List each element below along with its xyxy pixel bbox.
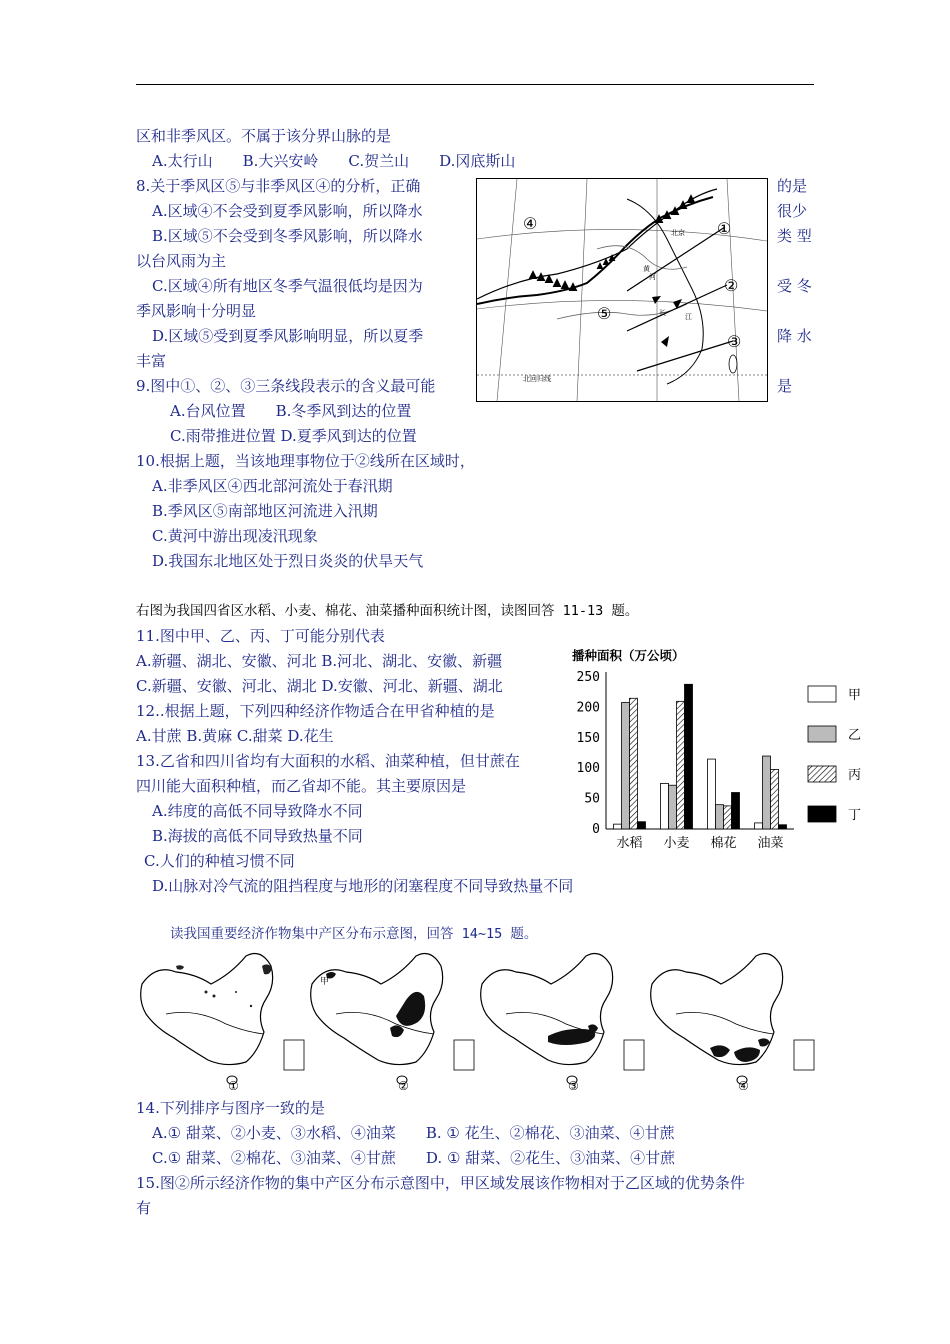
bar-3-2 — [732, 793, 740, 829]
map-4-label: ④ — [738, 1079, 749, 1090]
q13-option-d: D.山脉对冷气流的阻挡程度与地形的闭塞程度不同导致热量不同 — [152, 877, 574, 895]
q10-stem: 10.根据上题，当该地理事物位于②线所在区域时， — [136, 452, 475, 470]
q10-option-b: B.季风区⑤南部地区河流进入汛期 — [152, 502, 378, 520]
legend-swatch — [808, 726, 836, 742]
mountain-marks — [529, 195, 695, 291]
q8-option-a-end: 很少 — [777, 202, 808, 220]
crop-map-4-drawing — [646, 944, 816, 1090]
q11-options-cd: C.新疆、安徽、河北、湖北 D.安徽、河北、新疆、湖北 — [136, 677, 503, 695]
crop-map-3 — [476, 944, 646, 1090]
q8-option-c: C.区域④所有地区冬季气温很低均是因为 — [152, 277, 423, 295]
q11-stem: 11.图中甲、乙、丙、丁可能分别代表 — [136, 627, 385, 645]
q8-option-a: A.区域④不会受到夏季风影响，所以降水 — [152, 202, 423, 220]
q8-option-c-cont: 季风影响十分明显 — [136, 302, 257, 320]
q13-option-b: B.海拔的高低不同导致热量不同 — [152, 827, 363, 845]
bar-0-1 — [661, 783, 669, 829]
bar-3-0 — [638, 822, 646, 829]
chart-title: 播种面积（万公顷） — [572, 648, 685, 663]
q11-options-ab: A.新疆、湖北、安徽、河北 B.河北、湖北、安徽、新疆 — [136, 652, 503, 670]
bar-3-3 — [779, 825, 787, 829]
q9-stem-end: 是 — [777, 377, 793, 395]
legend-swatch — [808, 686, 836, 702]
bar-1-2 — [716, 805, 724, 829]
legend-label: 丁 — [848, 808, 862, 823]
y-tick-label: 150 — [576, 730, 600, 746]
river-char-1: 黄 — [643, 265, 650, 273]
q8-option-c-end: 受 冬 — [777, 277, 812, 295]
crop-map-1-drawing — [136, 944, 306, 1090]
legend-swatch — [808, 806, 836, 822]
q12-stem: 12..根据上题，下列四种经济作物适合在甲省种植的是 — [136, 702, 495, 720]
bar-3-1 — [685, 684, 693, 829]
q8-option-d-cont: 丰富 — [136, 352, 167, 370]
river-char-3: 长 — [659, 309, 666, 317]
monsoon-map — [476, 178, 768, 402]
y-tick-label: 200 — [576, 700, 600, 716]
q15-stem: 15.图②所示经济作物的集中产区分布示意图中，甲区域发展该作物相对于乙区域的优势条件 — [136, 1174, 745, 1192]
y-tick-label: 250 — [576, 670, 600, 685]
x-tick-label: 小麦 — [663, 836, 690, 851]
q14-options-cd: C.① 甜菜、②棉花、③油菜、④甘蔗 D. ① 甜菜、②花生、③油菜、④甘蔗 — [152, 1149, 676, 1167]
q8-stem-end: 的是 — [777, 177, 808, 195]
y-tick-label: 50 — [584, 791, 600, 807]
text-line: 区和非季风区。不属于该分界山脉的是 — [136, 127, 392, 145]
bar-2-2 — [724, 806, 732, 829]
region-2-label: ② — [724, 276, 739, 295]
bar-1-3 — [763, 756, 771, 829]
tropic-label: 北回归线 — [523, 375, 551, 383]
q8-option-b-cont: 以台风雨为主 — [136, 252, 227, 270]
chart-svg — [568, 642, 868, 856]
beijing-label: 北京 — [671, 229, 685, 237]
coastline — [627, 199, 703, 384]
crop-map-4 — [646, 944, 816, 1090]
bar-0-2 — [708, 759, 716, 829]
jia-label: 甲 — [320, 977, 330, 987]
monsoon-arrows — [652, 296, 682, 347]
x-tick-label: 水稻 — [616, 836, 643, 851]
q13-stem-cont: 四川能大面积种植，而乙省却不能。其主要原因是 — [136, 777, 467, 795]
q8-option-b-end: 类 型 — [777, 227, 812, 245]
bar-0-0 — [614, 824, 622, 829]
bar-0-3 — [755, 823, 763, 829]
crop-map-2 — [306, 944, 476, 1090]
q10-option-c: C.黄河中游出现凌汛现象 — [152, 527, 318, 545]
q7-options: A.太行山 B.大兴安岭 C.贺兰山 D.冈底斯山 — [152, 152, 516, 170]
region-3-label: ③ — [727, 332, 742, 351]
yangtze-river — [557, 304, 687, 319]
map-3-label: ③ — [568, 1079, 579, 1090]
map-2-label: ② — [398, 1079, 409, 1090]
y-tick-label: 0 — [592, 822, 600, 837]
q13-option-c: C.人们的种植习惯不同 — [144, 852, 295, 870]
q8-option-d: D.区域⑤受到夏季风影响明显，所以夏季 — [152, 327, 424, 345]
legend-swatch — [808, 766, 836, 782]
line-3 — [637, 341, 733, 371]
q13-option-a: A.纬度的高低不同导致降水不同 — [152, 802, 363, 820]
q9-stem: 9.图中①、②、③三条线段表示的含义最可能 — [136, 377, 436, 395]
q9-options-cd: C.雨带推进位置 D.夏季风到达的位置 — [170, 427, 417, 445]
crop-map-1 — [136, 944, 306, 1090]
intro-14-15: 读我国重要经济作物集中产区分布示意图，回答 14~15 题。 — [170, 926, 538, 942]
y-tick-label: 100 — [576, 761, 600, 777]
q12-options: A.甘蔗 B.黄麻 C.甜菜 D.花生 — [136, 727, 334, 745]
q15-stem-cont: 有 — [136, 1199, 152, 1217]
river-char-4: 江 — [685, 313, 692, 321]
region-4-label: ④ — [523, 214, 538, 233]
x-tick-label: 棉花 — [710, 836, 737, 851]
crop-map-3-drawing — [476, 944, 646, 1090]
q14-options-ab: A.① 甜菜、②小麦、③水稻、④油菜 B. ① 花生、②棉花、③油菜、④甘蔗 — [152, 1124, 675, 1142]
river-char-2: 河 — [649, 273, 656, 281]
bar-2-1 — [677, 701, 685, 829]
bar-1-0 — [622, 703, 630, 829]
map-1-label: ① — [228, 1079, 239, 1090]
bar-1-1 — [669, 785, 677, 829]
legend-label: 丙 — [848, 768, 862, 783]
q10-option-d: D.我国东北地区处于烈日炎炎的伏旱天气 — [152, 552, 424, 570]
header-rule — [136, 84, 814, 85]
region-5-label: ⑤ — [597, 304, 612, 323]
q14-stem: 14.下列排序与图序一致的是 — [136, 1099, 325, 1117]
bar-2-3 — [771, 769, 779, 829]
q10-option-a: A.非季风区④西北部河流处于春汛期 — [152, 477, 393, 495]
x-tick-label: 油菜 — [757, 836, 784, 851]
region-1-label: ① — [717, 219, 732, 238]
planting-area-chart — [568, 642, 868, 856]
legend-label: 甲 — [848, 688, 862, 703]
bar-2-0 — [630, 698, 638, 829]
q13-stem: 13.乙省和四川省均有大面积的水稻、油菜种植，但甘蔗在 — [136, 752, 520, 770]
legend-label: 乙 — [848, 728, 862, 743]
taiwan-island — [729, 355, 737, 373]
crop-map-2-drawing — [306, 944, 476, 1090]
monsoon-map-drawing — [477, 179, 767, 401]
q8-stem: 8.关于季风区⑤与非季风区④的分析，正确 — [136, 177, 421, 195]
intro-11-13: 右图为我国四省区水稻、小麦、棉花、油菜播种面积统计图，读图回答 11-13 题。 — [136, 603, 639, 619]
q8-option-b: B.区域⑤不会受到冬季风影响，所以降水 — [152, 227, 423, 245]
q8-option-d-end: 降 水 — [777, 327, 812, 345]
q9-options-ab: A.台风位置 B.冬季风到达的位置 — [170, 402, 412, 420]
